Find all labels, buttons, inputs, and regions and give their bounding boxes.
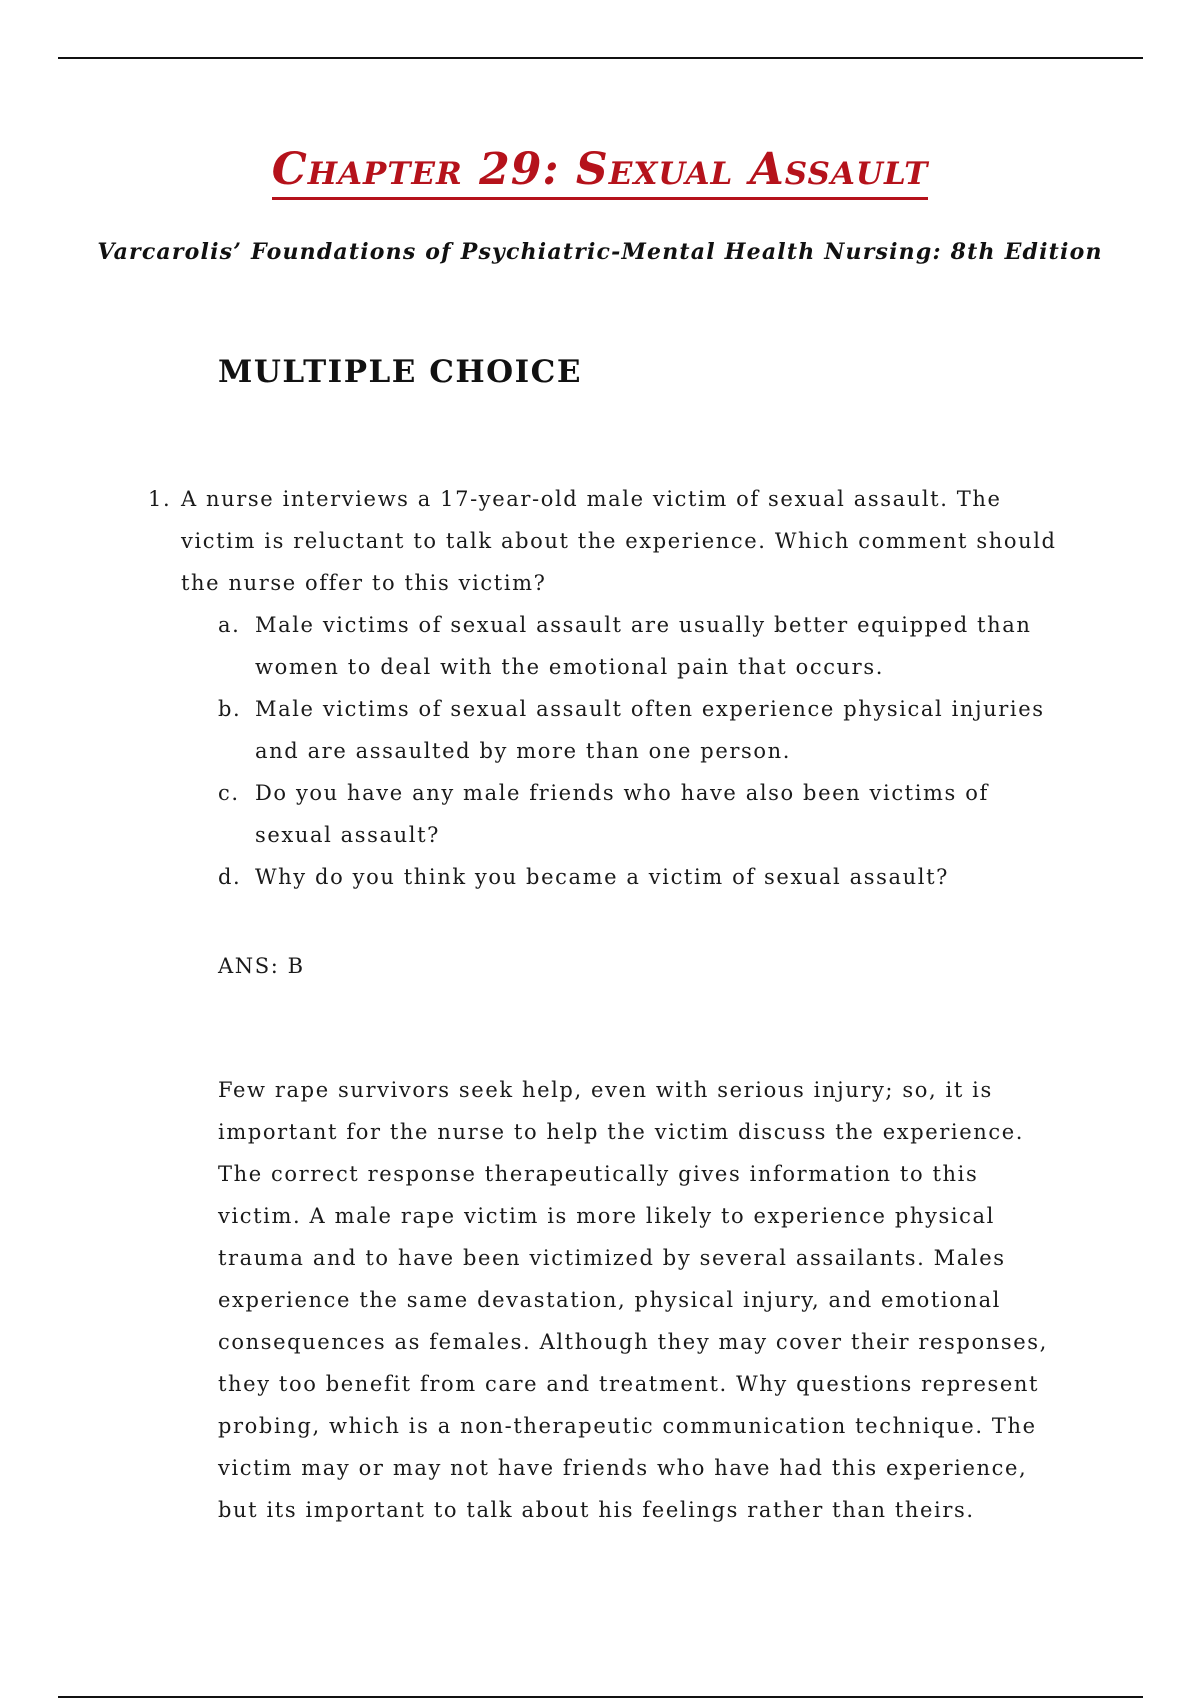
chapter-title <box>0 146 1200 194</box>
rationale-paragraph: Few rape survivors seek help, even with serious injury; so, it is important for the nurse to help the victim discuss the experience. The correct response therapeutically gives information to this victim. A male rape victim is more likely to experience physical trauma and to have been victimized by several assailants. Males experience the same devastation, physical injury, and emotional consequences as females. Although they may cover their responses, they too benefit from care and treatment. Why questions represent probing, which is a non-therapeutic communication technique. The victim may or may not have friends who have had this experience, but its important to talk about his feelings rather than theirs. <box>218 1078 1048 1522</box>
section-heading: MULTIPLE CHOICE <box>218 354 582 390</box>
option-text: Do you have any male friends who have also been victims of sexual assault? <box>255 781 989 847</box>
answer-options <box>218 604 1048 898</box>
option-letter: d. <box>218 865 242 889</box>
option-c <box>218 772 1048 856</box>
question-number: 1. <box>148 487 172 511</box>
bottom-rule <box>58 1696 1143 1698</box>
book-subtitle: Varcarolis’ Foundations of Psychiatric-Mental Health Nursing: 8th Edition <box>97 239 1103 265</box>
question-block <box>148 478 1148 898</box>
option-letter: c. <box>218 781 240 805</box>
option-d <box>218 856 1048 898</box>
option-text: Male victims of sexual assault are usually better equipped than women to deal with the emotional pain that occurs. <box>255 613 1032 679</box>
option-text: Male victims of sexual assault often experience physical injuries and are assaulted by more than one person. <box>255 697 1045 763</box>
option-text: Why do you think you became a victim of sexual assault? <box>255 865 949 889</box>
chapter-title-text: Chapter 29: Sexual Assault <box>272 144 929 200</box>
option-b <box>218 688 1048 772</box>
top-rule <box>58 57 1143 59</box>
option-a <box>218 604 1048 688</box>
option-letter: a. <box>218 613 241 637</box>
answer-key: ANS: B <box>218 954 305 978</box>
question-stem: A nurse interviews a 17-year-old male victim of sexual assault. The victim is reluctant to talk about the experience. Which comment should the nurse offer to this victim? <box>181 487 1057 595</box>
option-letter: b. <box>218 697 242 721</box>
